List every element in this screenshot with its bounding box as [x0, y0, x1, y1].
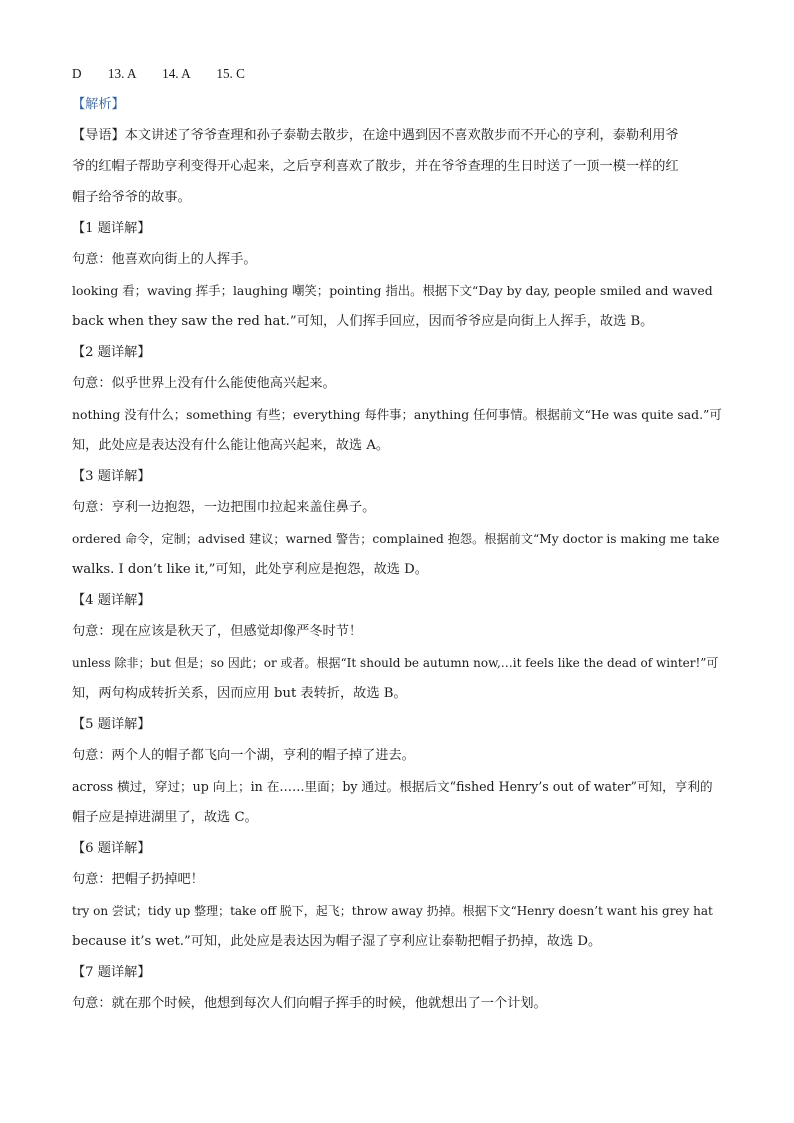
question-6-explanation-2: because it’s wet.”可知，此处应是表达因为帽子湿了亨利应让泰勒把帽子扔掉，故选 D。 — [72, 934, 602, 949]
analysis-heading: 【解析】 — [72, 97, 125, 112]
question-1-heading: 【1 题详解】 — [72, 221, 151, 236]
question-4-meaning: 句意：现在应该是秋天了，但感觉却像严冬时节！ — [72, 624, 363, 639]
question-7-heading: 【7 题详解】 — [72, 965, 151, 980]
question-1-explanation-2: back when they saw the red hat.”可知，人们挥手回应，因而爷爷应是向街上人挥手，故选 B。 — [72, 314, 654, 329]
question-6-meaning: 句意：把帽子扔掉吧！ — [72, 872, 204, 887]
question-3-meaning: 句意：亨利一边抱怨，一边把围巾拉起来盖住鼻子。 — [72, 500, 376, 515]
question-2-explanation-1: nothing 没有什么；something 有些；everything 每件事；anything 任何事情。根据前文“He was quite sad.”可 — [72, 407, 722, 422]
question-4-explanation-2: 知，两句构成转折关系，因而应用 but 表转折，故选 B。 — [72, 686, 407, 701]
question-3-heading: 【3 题详解】 — [72, 469, 151, 484]
question-2-explanation-2: 知，此处应是表达没有什么能让他高兴起来，故选 A。 — [72, 438, 390, 453]
guide-text-line-3: 帽子给爷爷的故事。 — [72, 190, 191, 205]
question-1-meaning: 句意：他喜欢向街上的人挥手。 — [72, 252, 257, 267]
question-5-meaning: 句意：两个人的帽子都飞向一个湖，亨利的帽子掉了进去。 — [72, 748, 415, 763]
question-4-explanation-1: unless 除非；but 但是；so 因此；or 或者。根据“It should be autumn now,…it feels like the dead of winter!”可 — [72, 656, 719, 670]
question-2-heading: 【2 题详解】 — [72, 345, 151, 360]
document-page — [72, 64, 722, 1025]
question-1-explanation-1: looking 看；waving 挥手；laughing 嘲笑；pointing 指出。根据下文“Day by day, people smiled and waved — [72, 283, 713, 298]
question-6-heading: 【6 题详解】 — [72, 841, 151, 856]
question-5-explanation-1: across 横过，穿过；up 向上；in 在……里面；by 通过。根据后文“fished Henry’s out of water”可知，亨利的 — [72, 779, 713, 794]
question-7-meaning: 句意：就在那个时候，他想到每次人们向帽子挥手的时候，他就想出了一个计划。 — [72, 996, 547, 1011]
question-5-heading: 【5 题详解】 — [72, 717, 151, 732]
guide-text-line-1: 【导语】本文讲述了爷爷查理和孙子泰勒去散步，在途中遇到因不喜欢散步而不开心的亨利，泰勒利用爷 — [72, 128, 679, 143]
question-3-explanation-1: ordered 命令，定制；advised 建议；warned 警告；complained 抱怨。根据前文“My doctor is making me take — [72, 532, 720, 546]
question-5-explanation-2: 帽子应是掉进湖里了，故选 C。 — [72, 810, 258, 825]
question-4-heading: 【4 题详解】 — [72, 593, 151, 608]
answers-line: D 13. A 14. A 15. C — [72, 66, 245, 81]
question-2-meaning: 句意：似乎世界上没有什么能使他高兴起来。 — [72, 376, 336, 391]
question-6-explanation-1: try on 尝试；tidy up 整理；take off 脱下，起飞；throw away 扔掉。根据下文“Henry doesn’t want his grey hat — [72, 904, 713, 918]
question-3-explanation-2: walks. I don’t like it,”可知，此处亨利应是抱怨，故选 D。 — [72, 562, 428, 577]
guide-text-line-2: 爷的红帽子帮助亨利变得开心起来，之后亨利喜欢了散步，并在爷爷查理的生日时送了一顶一模一样的红 — [72, 159, 679, 174]
